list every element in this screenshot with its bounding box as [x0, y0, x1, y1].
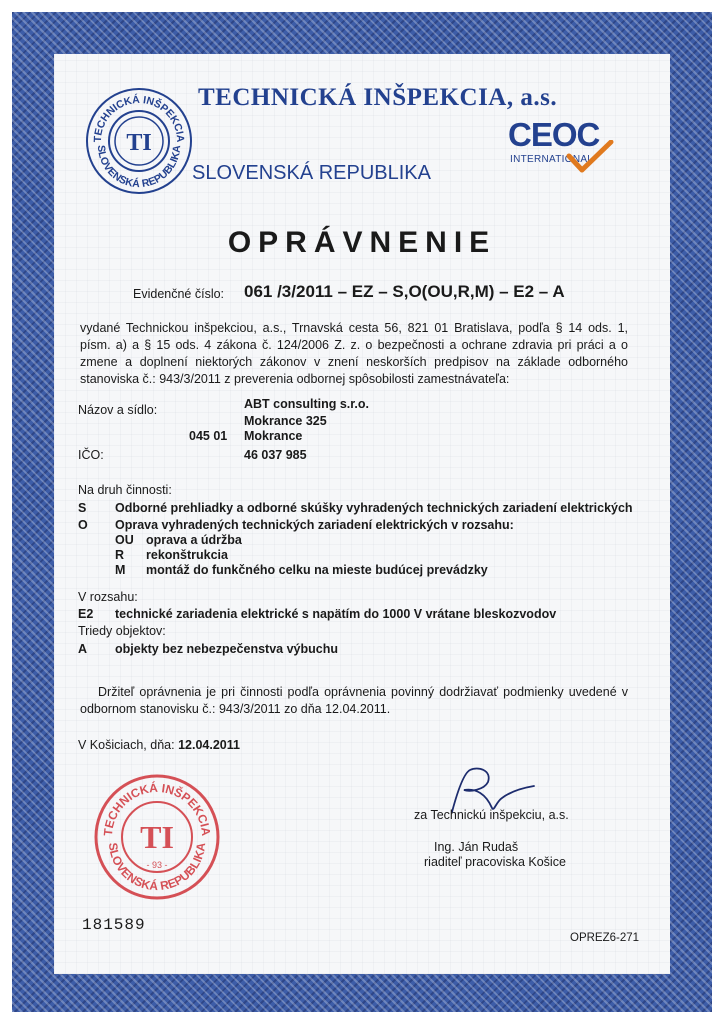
scope-label: V rozsahu:	[78, 590, 138, 604]
company-zip: 045 01	[189, 429, 228, 443]
org-name: TECHNICKÁ INŠPEKCIA, a.s.	[198, 84, 558, 111]
company-street: Mokrance 325	[244, 414, 327, 428]
form-code: OPREZ6-271	[570, 932, 640, 944]
company-name: ABT consulting s.r.o.	[244, 397, 370, 411]
place-date	[78, 738, 240, 752]
check-mark-icon	[566, 140, 614, 174]
official-stamp	[92, 772, 222, 902]
activity-text: Odborné prehliadky a odborné skúšky vyhradených technických zariadení elektrických	[115, 501, 633, 515]
evidence-label: Evidenčné číslo:	[133, 287, 225, 301]
subactivity-text: montáž do funkčného celku na mieste budúcej prevádzky	[146, 563, 488, 577]
evidence-number: 061 /3/2011 – EZ – S,O(OU,R,M) – E2 – A	[244, 282, 565, 301]
seal-top-text: TECHNICKÁ INŠPEKCIA	[91, 93, 187, 143]
company-city: Mokrance	[244, 429, 303, 443]
signatory-title: riaditeľ pracoviska Košice	[424, 855, 566, 869]
activities-label: Na druh činnosti:	[78, 483, 172, 497]
stamp-number: - 93 -	[146, 860, 168, 870]
ceoc-logo-text: CEOC	[508, 116, 600, 153]
signature-on-behalf: za Technickú inšpekciu, a.s.	[414, 808, 569, 822]
subactivity-code: OU	[115, 533, 134, 547]
ico-value: 46 037 985	[244, 448, 307, 462]
issue-date: 12.04.2011	[178, 738, 240, 752]
seal-initials: TI	[126, 130, 152, 156]
stamp-top-text: TECHNICKÁ INŠPEKCIA	[100, 780, 214, 837]
activity-text: Oprava vyhradených technických zariadení elektrických v rozsahu:	[115, 518, 514, 532]
subactivity-code: M	[115, 563, 126, 577]
stamp-initials: TI	[140, 819, 174, 855]
scope-code: E2	[78, 607, 94, 621]
serial-number: 181589	[82, 916, 146, 934]
intro-paragraph: vydané Technickou inšpekciou, a.s., Trnavská cesta 56, 821 01 Bratislava, podľa § 14 ods. 1, písm. a) a § 15 ods. 4 zákona č. 124/2006 Z. z. o bezpečnosti a ochrane zdravia pri práci a o zmene a doplnení niektorých zákonov v znení neskorších predpisov na základe odborného stanoviska č.: 943/3/2011 z preverenia odbornej spôsobilosti zamestnávateľa:	[80, 321, 628, 386]
object-classes-label: Triedy objektov:	[78, 624, 166, 638]
ico-label: IČO:	[78, 448, 104, 462]
ceoc-logo	[508, 118, 618, 178]
stamp-bottom-text: SLOVENSKÁ REPUBLIKA	[105, 841, 209, 894]
document-title: OPRÁVNENIE	[227, 226, 497, 259]
place-date-prefix: V Košiciach, dňa:	[78, 738, 175, 752]
object-class-code: A	[78, 642, 88, 656]
subactivity-text: rekonštrukcia	[146, 548, 228, 562]
country-name: SLOVENSKÁ REPUBLIKA	[192, 162, 431, 184]
signatory-name: Ing. Ján Rudaš	[434, 840, 519, 854]
holder-note: Držiteľ oprávnenia je pri činnosti podľa oprávnenia povinný dodržiavať podmienky uvedené v odbornom stanovisku č.: 943/3/2011 zo dňa 12.04.2011.	[80, 685, 628, 716]
subactivity-code: R	[115, 548, 125, 562]
seal-bottom-text: SLOVENSKÁ REPUBLIKA	[94, 144, 184, 191]
company-name-label: Názov a sídlo:	[78, 403, 158, 417]
object-class-text: objekty bez nebezpečenstva výbuchu	[115, 642, 338, 656]
activity-code: S	[78, 501, 87, 515]
ti-seal-logo	[84, 86, 194, 196]
subactivity-text: oprava a údržba	[146, 533, 242, 547]
scope-text: technické zariadenia elektrické s napätím do 1000 V vrátane bleskozvodov	[115, 607, 557, 621]
ceoc-logo-sub: INTERNATIONAL	[510, 154, 594, 165]
activity-code: O	[78, 518, 88, 532]
